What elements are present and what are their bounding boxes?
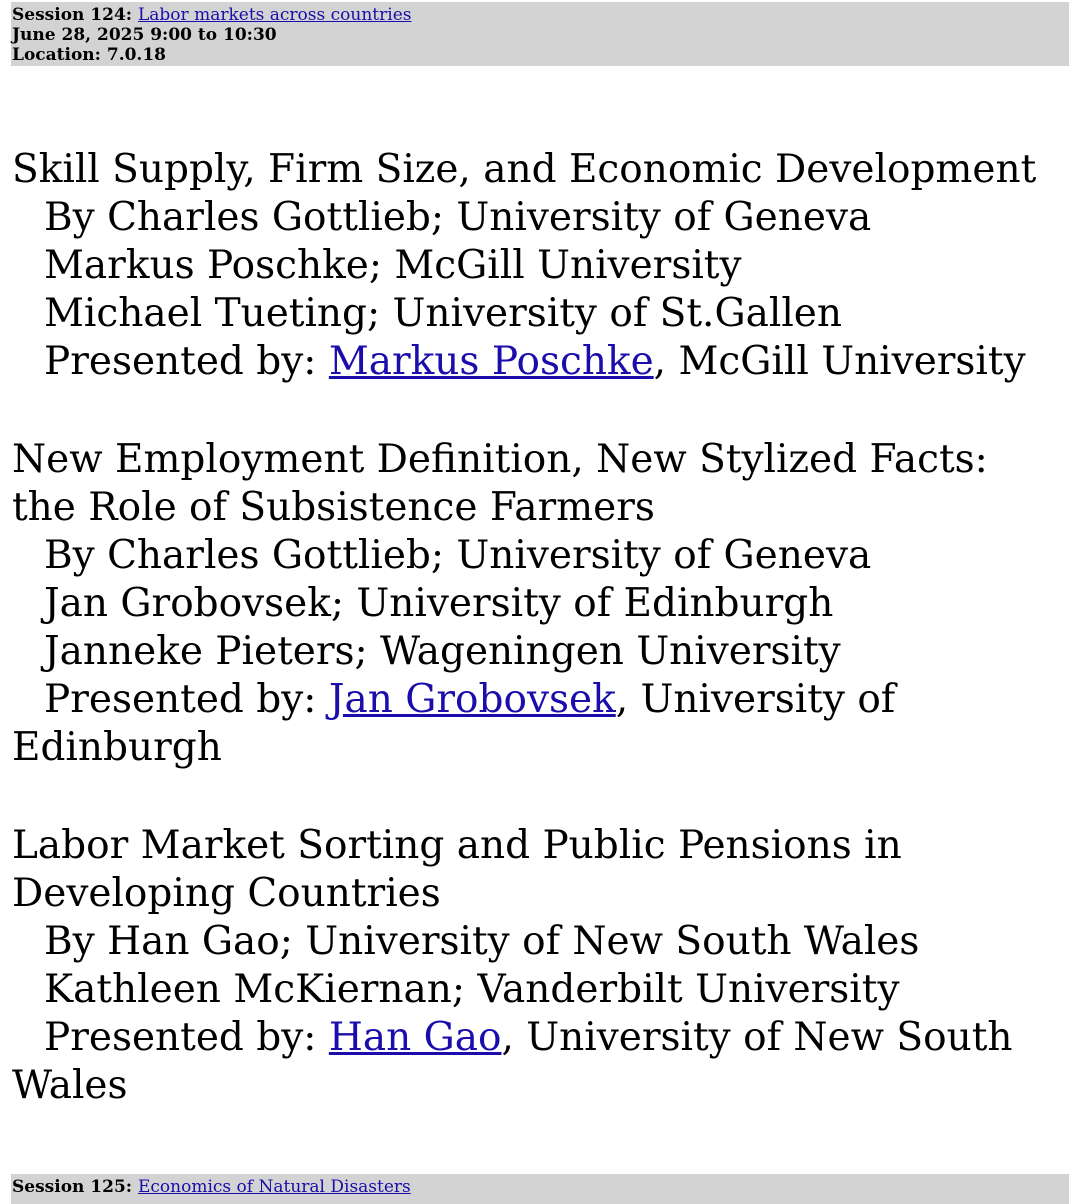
author-line: By Charles Gottlieb; University of Geneva xyxy=(44,533,872,578)
paper-item xyxy=(12,146,1062,386)
presenter-affiliation: , University of New South Wales xyxy=(12,1015,1013,1108)
author-line: Jan Grobovsek; University of Edinburgh xyxy=(44,581,834,626)
next-session-title-link[interactable]: Economics of Natural Disasters xyxy=(138,1177,411,1197)
author-line: Kathleen McKiernan; Vanderbilt University xyxy=(44,967,900,1012)
presented-by xyxy=(12,676,1062,772)
presenter-link[interactable]: Markus Poschke xyxy=(328,339,654,384)
session-title-link[interactable]: Labor markets across countries xyxy=(138,5,412,25)
session-location: Location: 7.0.18 xyxy=(12,45,167,65)
author-line: Michael Tueting; University of St.Gallen xyxy=(44,291,842,336)
presenter-affiliation: , University of Edinburgh xyxy=(12,677,896,770)
session-header xyxy=(11,2,1069,66)
author-line: By Charles Gottlieb; University of Geneva xyxy=(44,195,872,240)
session-label: Session 124: xyxy=(12,5,133,25)
presented-by xyxy=(12,338,1062,386)
presented-prefix: Presented by: xyxy=(44,677,329,722)
paper-title: Skill Supply, Firm Size, and Economic Development xyxy=(12,147,1037,192)
paper-title: Labor Market Sorting and Public Pensions in Developing Countries xyxy=(12,823,902,916)
paper-item xyxy=(12,822,1062,1110)
presenter-link[interactable]: Jan Grobovsek xyxy=(328,677,616,722)
session-title-line xyxy=(12,5,1069,25)
presented-prefix: Presented by: xyxy=(44,339,329,384)
paper-title: New Employment Definition, New Stylized Facts: the Role of Subsistence Farmers xyxy=(12,437,988,530)
author-line: By Han Gao; University of New South Wales xyxy=(44,919,920,964)
next-session-label: Session 125: xyxy=(12,1177,133,1197)
session-date-time: June 28, 2025 9:00 to 10:30 xyxy=(12,25,277,45)
author-line: Janneke Pieters; Wageningen University xyxy=(44,629,841,674)
author-line: Markus Poschke; McGill University xyxy=(44,243,742,288)
next-session-header xyxy=(11,1174,1069,1204)
presented-prefix: Presented by: xyxy=(44,1015,329,1060)
paper-item xyxy=(12,436,1062,772)
paper-list xyxy=(12,146,1062,1160)
presenter-link[interactable]: Han Gao xyxy=(328,1015,502,1060)
presented-by xyxy=(12,1014,1062,1110)
presenter-affiliation: , McGill University xyxy=(653,339,1026,384)
